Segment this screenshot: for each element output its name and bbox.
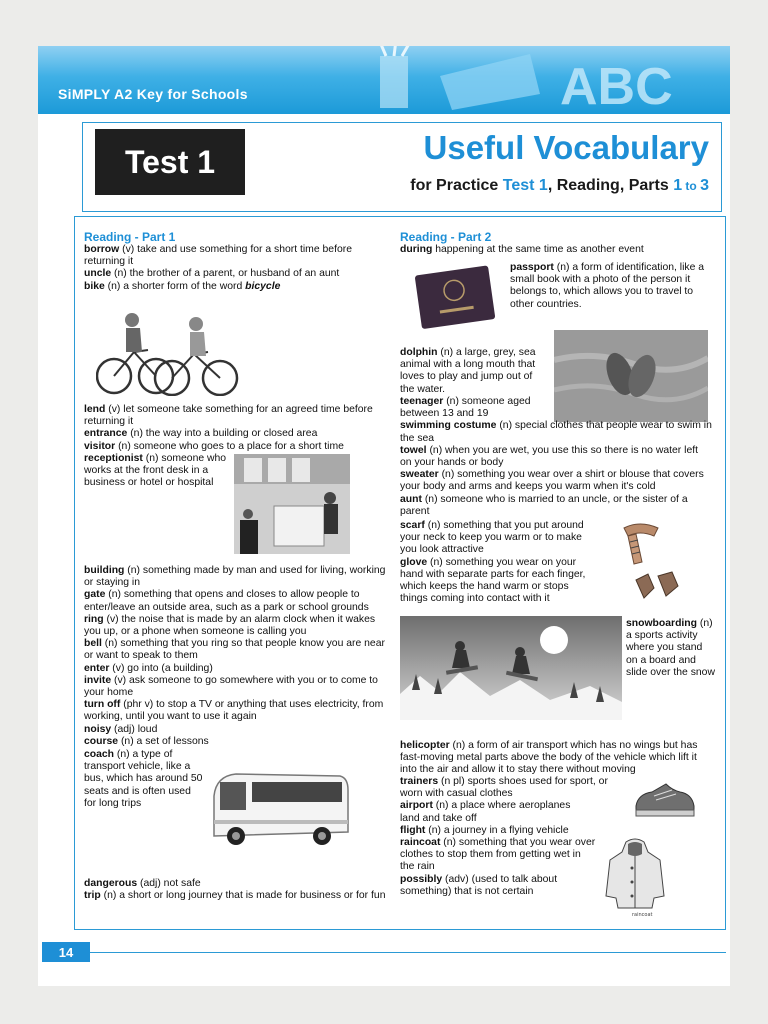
subtitle-part-from: 1 xyxy=(673,177,683,194)
vocab-entry: uncle (n) the brother of a parent, or husband of an aunt xyxy=(84,268,340,280)
vocab-entry: ring (v) the noise that is made by an alarm clock when it wakes you up, or a phone when someone is calling you xyxy=(84,613,376,638)
vocab-entry: bell (n) something that you ring so that people know you are near or want to speak to them xyxy=(84,638,385,662)
section-heading-part2: Reading - Part 2 xyxy=(400,230,492,244)
vocab-entry: visitor (n) someone who goes to a place for a short time xyxy=(84,440,344,452)
left-column-6 xyxy=(84,878,394,902)
trainers-picture xyxy=(632,776,698,820)
vocab-entry: helicopter (n) a form of air transport which has no wings but has fast-moving metal parts above the body of the vehicle which lift it into the air and allow it to stay there without moving xyxy=(400,740,698,776)
vocab-entry: aunt (n) someone who is married to an uncle, or the sister of a parent xyxy=(400,493,688,517)
vocab-entry: bike (n) a shorter form of the word bicycle xyxy=(84,280,281,292)
cyclists-photo xyxy=(96,308,246,396)
vocab-entry: snowboarding (n) a sports activity where you stand on a board and slide over the snow xyxy=(626,618,715,678)
subtitle-to: to xyxy=(682,179,701,193)
vocab-entry: passport (n) a form of identification, like a small book with a photo of the person it belongs to, which allows you to travel to other countries. xyxy=(510,262,705,310)
left-column-2 xyxy=(84,404,394,453)
raincoat-caption: raincoat xyxy=(632,912,653,918)
vocab-entry: swimming costume (n) special clothes that people wear to swim in the sea xyxy=(400,420,712,444)
right-column-snowboard xyxy=(626,618,716,679)
page-number: 14 xyxy=(42,942,90,962)
subtitle-prefix: for Practice xyxy=(410,177,503,194)
vocab-entry: receptionist (n) someone who works at the front desk in a business or hotel or hospital xyxy=(84,453,227,489)
reception-desk-photo xyxy=(234,454,350,554)
subtitle-part-to: 3 xyxy=(700,177,709,194)
vocab-entry: raincoat (n) something that you wear over clothes to stop them from getting wet in the rain xyxy=(400,837,596,873)
right-column-3 xyxy=(400,520,598,605)
left-column-5 xyxy=(84,749,204,810)
vocab-entry: gate (n) something that opens and closes to allow people to enter/leave an outside area, such as a park or school grounds xyxy=(84,589,369,613)
vocab-entry: course (n) a set of lessons xyxy=(84,735,209,747)
svg-text:ABC: ABC xyxy=(560,58,673,114)
vocab-entry: flight (n) a journey in a flying vehicle xyxy=(400,824,569,836)
snowboarding-photo xyxy=(400,616,622,720)
page-subtitle xyxy=(410,177,709,195)
subtitle-test: Test 1 xyxy=(502,177,548,194)
vocab-entry: lend (v) let someone take something for an agreed time before returning it xyxy=(84,404,373,428)
vocab-entry: entrance (n) the way into a building or closed area xyxy=(84,428,318,440)
vocab-entry: trainers (n pl) sports shoes used for sport, or worn with casual clothes xyxy=(400,776,608,800)
vocab-entry: noisy (adj) loud xyxy=(84,723,158,735)
stationery-illustration xyxy=(360,46,690,114)
title-box xyxy=(82,122,722,212)
coach-photo xyxy=(206,766,350,852)
vocab-entry: towel (n) when you are wet, you use this so there is no water left on your hands or body xyxy=(400,444,699,469)
vocab-entry: coach (n) a type of transport vehicle, like a bus, which has around 50 seats and is often used for long trips xyxy=(84,749,203,809)
vocab-entry: airport (n) a place where aeroplanes land and take off xyxy=(400,800,571,824)
vocab-entry: borrow (v) take and use something for a short time before returning it xyxy=(84,244,352,268)
vocab-entry: possibly (adv) (used to talk about something) that is not certain xyxy=(400,873,558,897)
vocab-entry: building (n) something made by man and used for living, working or staying in xyxy=(84,565,386,589)
vocab-entry: glove (n) something you wear on your hand with separate parts for each finger, which keeps the hand warm or stops things coming into contact with it xyxy=(400,556,586,605)
gloves-picture xyxy=(632,570,682,602)
vocab-entry: during happening at the same time as another event xyxy=(400,244,644,255)
vocab-entry: trip (n) a short or long journey that is made for business or for fun xyxy=(84,890,386,902)
scarf-picture xyxy=(620,520,662,566)
right-column xyxy=(400,230,712,256)
series-title: SiMPLY A2 Key for Schools xyxy=(58,86,248,102)
vocab-entry: turn off (phr v) to stop a TV or anything that uses electricity, from working, until you want to use it again xyxy=(84,699,384,723)
footer-rule xyxy=(90,952,726,953)
vocab-entry: scarf (n) something that you put around your neck to keep you warm or to make you look attractive xyxy=(400,520,584,556)
right-column-passport xyxy=(510,262,710,311)
left-column-4 xyxy=(84,565,394,748)
vocab-entry: enter (v) go into (a building) xyxy=(84,662,213,674)
vocab-entry: sweater (n) something you wear over a shirt or blouse that covers your body and arms and keeps you warm when it's cold xyxy=(400,469,704,493)
right-column-dolphin xyxy=(400,347,545,396)
vocab-entry: teenager (n) someone aged between 13 and 19 xyxy=(400,396,531,420)
left-column-3 xyxy=(84,453,234,490)
left-column xyxy=(84,230,394,293)
test-badge: Test 1 xyxy=(95,129,245,195)
subtitle-middle: , Reading, Parts xyxy=(547,177,674,194)
section-heading-part1: Reading - Part 1 xyxy=(84,230,176,244)
right-column-4 xyxy=(400,740,712,777)
vocab-entry: invite (v) ask someone to go somewhere with you or to come to your home xyxy=(84,674,378,699)
right-column-2 xyxy=(400,396,712,518)
raincoat-picture xyxy=(604,838,666,910)
page-title: Useful Vocabulary xyxy=(423,129,709,166)
right-column-5 xyxy=(400,776,630,898)
header-band xyxy=(38,46,730,114)
vocab-entry: dangerous (adj) not safe xyxy=(84,878,201,889)
page xyxy=(38,46,730,986)
vocab-entry: dolphin (n) a large, grey, sea animal with a long mouth that loves to play and jump out of the water. xyxy=(400,347,536,395)
passport-photo xyxy=(408,264,506,330)
